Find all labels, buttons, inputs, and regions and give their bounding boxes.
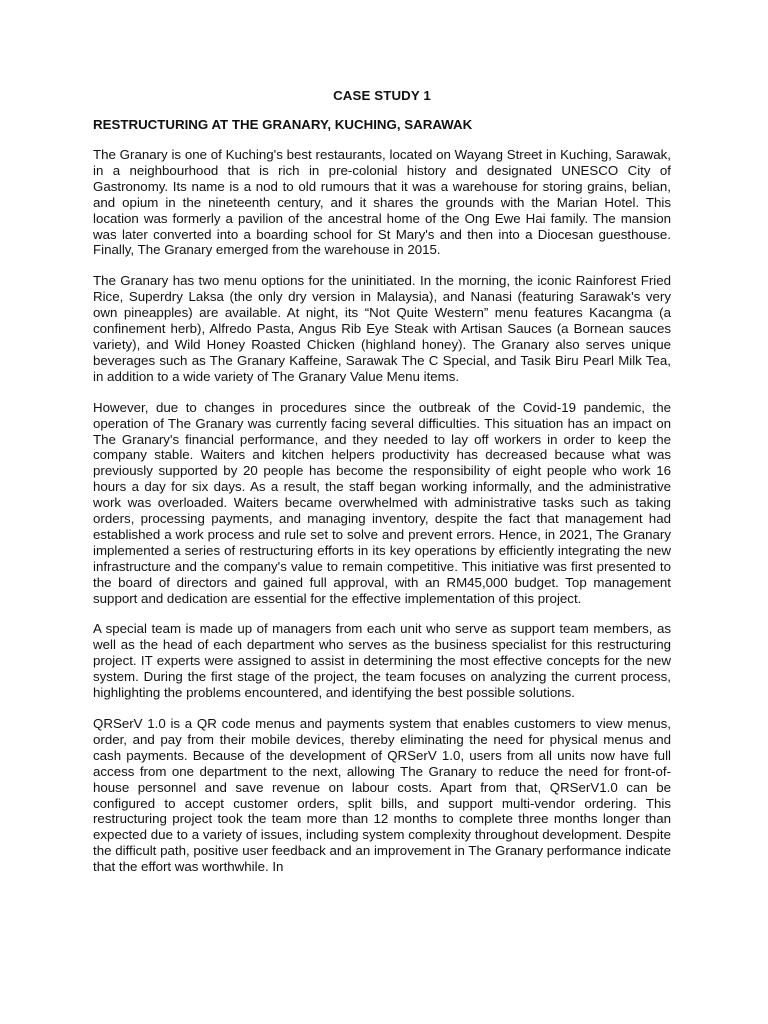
paragraph-special-team: A special team is made up of managers from each unit who serve as support team members, as well as the head of each department who serves as the business specialist for this restructuring project. IT experts were assigned to assist in determining the most effective concepts for the new system. During the first stage of the project, the team focuses on analyzing the current process, highlighting the problems encountered, and identifying the best possible solutions. <box>93 621 671 701</box>
paragraph-history: The Granary is one of Kuching's best restaurants, located on Wayang Street in Kuching, Sarawak, in a neighbourhood that is rich in pre-colonial history and designated UNESCO City of Gastronomy. Its name is a nod to old rumours that it was a warehouse for storing grains, belian, and opium in the nineteenth century, and it shares the grounds with the Marian Hotel. This location was formerly a pavilion of the ancestral home of the Ong Ewe Hai family. The mansion was later converted into a boarding school for St Mary's and then into a Diocesan guesthouse. Finally, The Granary emerged from the warehouse in 2015. <box>93 147 671 258</box>
paragraph-menu: The Granary has two menu options for the uninitiated. In the morning, the iconic Rainforest Fried Rice, Superdry Laksa (the only dry version in Malaysia), and Nanasi (featuring Sarawak's very own pineapples) are available. At night, its “Not Quite Western” menu features Kacangma (a confinement herb), Alfredo Pasta, Angus Rib Eye Steak with Artisan Sauces (a Bornean sauces variety), and Wild Honey Roasted Chicken (highland honey). The Granary also serves unique beverages such as The Granary Kaffeine, Sarawak The C Special, and Tasik Biru Pearl Milk Tea, in addition to a wide variety of The Granary Value Menu items. <box>93 273 671 384</box>
case-study-subtitle: RESTRUCTURING AT THE GRANARY, KUCHING, SARAWAK <box>93 117 473 132</box>
paragraph-covid-impact: However, due to changes in procedures since the outbreak of the Covid-19 pandemic, the operation of The Granary was currently facing several difficulties. This situation has an impact on The Granary's financial performance, and they needed to lay off workers in order to keep the company stable. Waiters and kitchen helpers productivity has decreased because what was previously supported by 20 people has become the responsibility of eight people who work 16 hours a day for six days. As a result, the staff began working informally, and the administrative work was overloaded. Waiters became overwhelmed with administrative tasks such as taking orders, processing payments, and managing inventory, despite the fact that management had established a work process and rule set to solve and prevent errors. Hence, in 2021, The Granary implemented a series of restructuring efforts in its key operations by efficiently integrating the new infrastructure and the company's value to remain competitive. This initiative was first presented to the board of directors and gained full approval, with an RM45,000 budget. Top management support and dedication are essential for the effective implementation of this project. <box>93 399 671 606</box>
case-study-title: CASE STUDY 1 <box>333 88 431 103</box>
document-body <box>93 87 671 890</box>
paragraph-qrserv: QRSerV 1.0 is a QR code menus and payments system that enables customers to view menus, order, and pay from their mobile devices, thereby eliminating the need for physical menus and cash payments. Because of the development of QRSerV 1.0, users from all units now have full access from one department to the next, allowing The Granary to reduce the need for front-of-house personnel and save revenue on labour costs. Apart from that, QRSerV1.0 can be configured to accept customer orders, split bills, and support multi-vendor ordering. This restructuring project took the team more than 12 months to complete three months longer than expected due to a variety of issues, including system complexity throughout development. Despite the difficult path, positive user feedback and an improvement in The Granary performance indicate that the effort was worthwhile. In <box>93 716 671 875</box>
